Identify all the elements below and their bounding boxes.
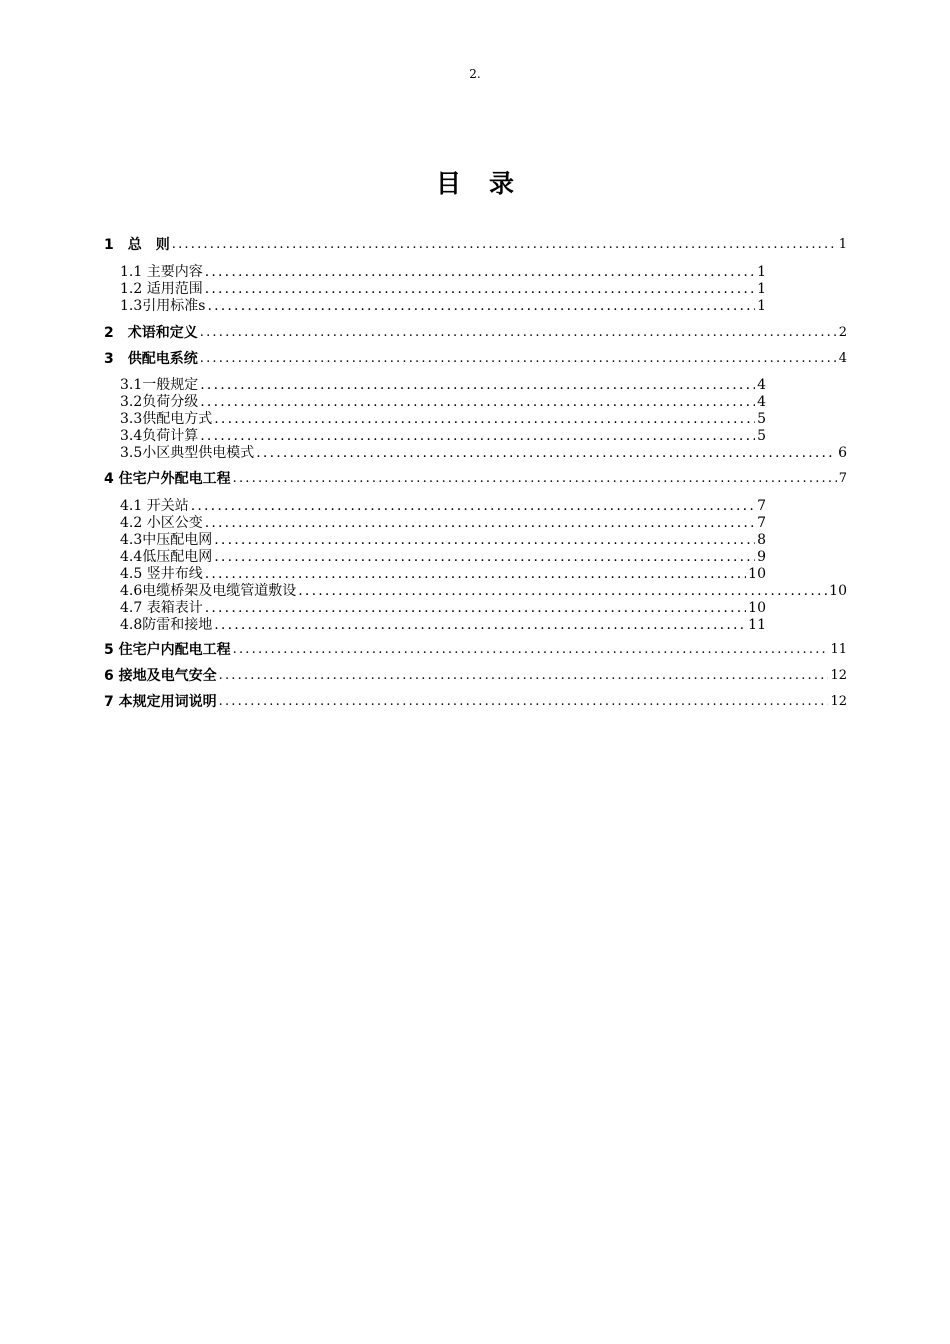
toc-entry[interactable] [120,548,766,566]
dot-leader [214,410,755,428]
toc-entry-page: 10 [748,600,766,616]
toc-entry-page: 5 [757,411,766,427]
toc-entry[interactable] [120,582,847,600]
toc-entry-page: 11 [748,617,766,633]
toc-entry-page: 10 [748,566,766,582]
toc-entry[interactable] [104,236,847,254]
dot-leader [205,263,755,281]
dot-leader [219,667,829,685]
toc-entry[interactable] [104,667,847,685]
toc-entry[interactable] [104,350,847,368]
dot-leader [172,236,837,254]
toc-entry-label: 4.1 开关站 [120,498,189,514]
toc-entry-page: 2 [838,325,847,340]
toc-entry-page: 1 [757,298,766,314]
toc-entry[interactable] [104,324,847,342]
dot-leader [205,280,755,298]
dot-leader [191,497,755,515]
toc-entry-page: 7 [757,498,766,514]
toc-entry-label: 4.4低压配电网 [120,549,213,565]
toc-entry[interactable] [104,470,847,488]
toc-entry-page: 12 [830,694,847,709]
toc-title: 目录 [435,169,542,198]
dot-leader [214,548,755,566]
dot-leader [200,427,755,445]
toc-entry[interactable] [120,376,766,394]
toc-entry[interactable] [104,641,847,659]
toc-entry-page: 10 [829,583,847,599]
toc-entry[interactable] [120,393,766,411]
toc-entry-label: 4.6电缆桥架及电缆管道敷设 [120,583,297,599]
dot-leader [200,393,755,411]
toc-entry[interactable] [120,531,766,549]
dot-leader [214,616,746,634]
toc-entry-label: 3.2负荷分级 [120,394,199,410]
dot-leader [214,531,755,549]
toc-entry-label: 3.4负荷计算 [120,428,199,444]
toc-entry-label: 1.1 主要内容 [120,264,203,280]
toc-entry-page: 1 [838,237,847,252]
dot-leader [256,444,836,462]
toc-entry-page: 12 [830,668,847,683]
toc-entry-page: 1 [757,281,766,297]
toc-entry[interactable] [120,280,766,298]
toc-entry-label: 2 术语和定义 [104,325,198,341]
toc-entry[interactable] [120,514,766,532]
toc-entry-label: 4.2 小区公变 [120,515,203,531]
toc-entry-label: 4.8防雷和接地 [120,617,213,633]
toc-entry[interactable] [120,427,766,445]
toc-entry-page: 4 [757,377,766,393]
toc-entry[interactable] [120,616,766,634]
toc-entry-label: 6 接地及电气安全 [104,668,217,684]
toc-entry-page: 11 [830,642,847,657]
toc-entry-page: 1 [757,264,766,280]
toc-entry[interactable] [120,410,766,428]
toc-entry-page: 4 [757,394,766,410]
toc-entry[interactable] [120,297,766,315]
toc-entry-label: 4.7 表箱表计 [120,600,203,616]
toc-entry[interactable] [120,497,766,515]
toc-entry-label: 3.5小区典型供电模式 [120,445,255,461]
toc-entry-label: 4 住宅户外配电工程 [104,471,231,487]
dot-leader [233,470,837,488]
dot-leader [200,376,755,394]
toc-entry-label: 4.5 竖井布线 [120,566,203,582]
dot-leader [205,514,755,532]
dot-leader [207,297,755,315]
toc-entry[interactable] [120,444,847,462]
toc-entry-page: 7 [757,515,766,531]
toc-entry-page: 8 [757,532,766,548]
toc-entry-label: 3 供配电系统 [104,351,198,367]
dot-leader [200,324,837,342]
toc-entry[interactable] [120,565,766,583]
dot-leader [205,599,746,617]
toc-entry[interactable] [120,599,766,617]
toc-entry[interactable] [120,263,766,281]
toc-entry-label: 7 本规定用词说明 [104,694,217,710]
dot-leader [200,350,837,368]
toc-entry-page: 7 [838,471,847,486]
toc-entry-page: 9 [757,549,766,565]
toc-entry-label: 3.1一般规定 [120,377,199,393]
dot-leader [298,582,827,600]
toc-entry-label: 5 住宅户内配电工程 [104,642,231,658]
toc-entry-page: 4 [838,351,847,366]
toc-entry-label: 3.3供配电方式 [120,411,213,427]
dot-leader [233,641,829,659]
toc-entry[interactable] [104,693,847,711]
dot-leader [205,565,746,583]
dot-leader [219,693,829,711]
toc-entry-page: 6 [838,445,847,461]
toc-entry-label: 4.3中压配电网 [120,532,213,548]
toc-entry-page: 5 [757,428,766,444]
page-number: 2. [469,67,481,81]
toc-entry-label: 1.3引用标准s [120,298,206,314]
toc-entry-label: 1 总 则 [104,237,170,253]
toc-entry-label: 1.2 适用范围 [120,281,203,297]
